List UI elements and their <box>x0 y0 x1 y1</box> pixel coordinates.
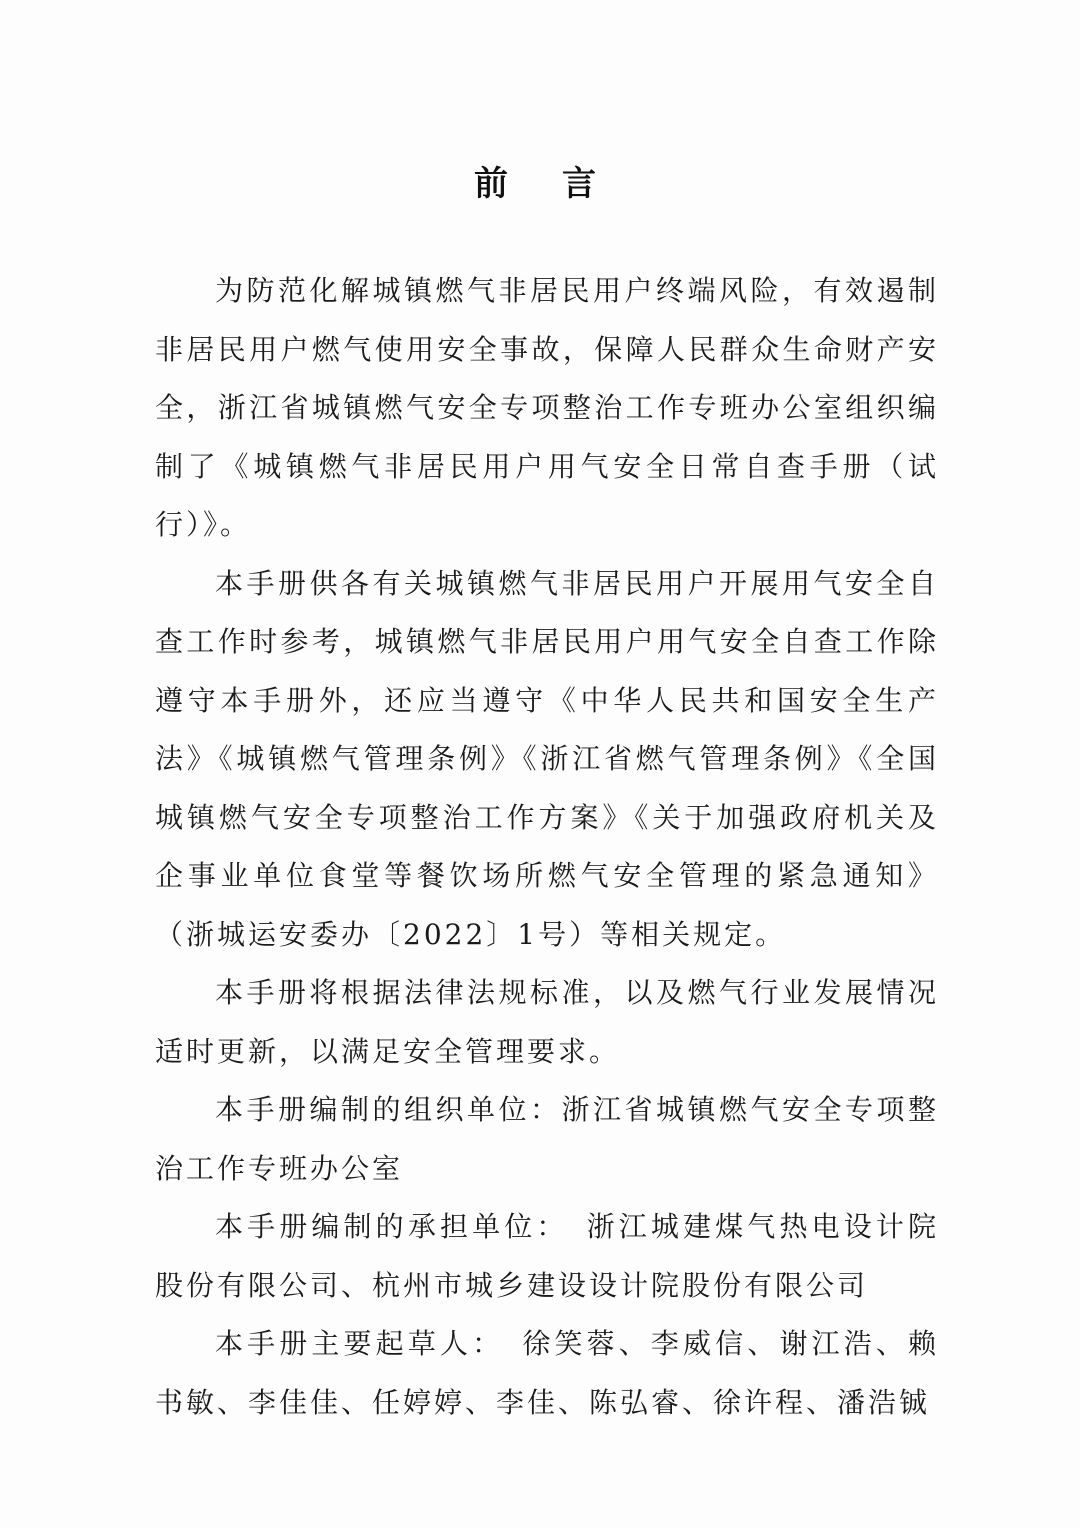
paragraph-organizer: 本手册编制的组织单位：浙江省城镇燃气安全专项整治工作专班办公室 <box>155 1093 939 1185</box>
paragraph-undertaker: 本手册编制的承担单位： 浙江城建煤气热电设计院股份有限公司、杭州市城乡建设设计院股份有限公司 <box>155 1210 939 1302</box>
paragraph-drafters: 本手册主要起草人： 徐笑蓉、李威信、谢江浩、赖书敏、李佳佳、任婷婷、李佳、陈弘睿、徐许程、潘浩铖 <box>155 1327 939 1419</box>
paragraph-purpose: 为防范化解城镇燃气非居民用户终端风险，有效遏制非居民用户燃气使用安全事故，保障人民群众生命财产安全，浙江省城镇燃气安全专项整治工作专班办公室组织编制了《城镇燃气非居民用户用气安全日常自查手册（试行）》。 <box>155 274 939 541</box>
paragraph-scope: 本手册供各有关城镇燃气非居民用户开展用气安全自查工作时参考，城镇燃气非居民用户用气安全自查工作除遵守本手册外，还应当遵守《中华人民共和国安全生产法》《城镇燃气管理条例》《浙江省燃气管理条例》《全国城镇燃气安全专项整治工作方案》《关于加强政府机关及企事业单位食堂等餐饮场所燃气安全管理的紧急通知》（浙城运安委办〔2022〕1号）等相关规定。 <box>155 566 939 951</box>
paragraph-updates: 本手册将根据法律法规标准，以及燃气行业发展情况适时更新，以满足安全管理要求。 <box>155 976 939 1068</box>
document-body <box>155 262 939 1432</box>
page-title: 前 言 <box>474 164 606 204</box>
